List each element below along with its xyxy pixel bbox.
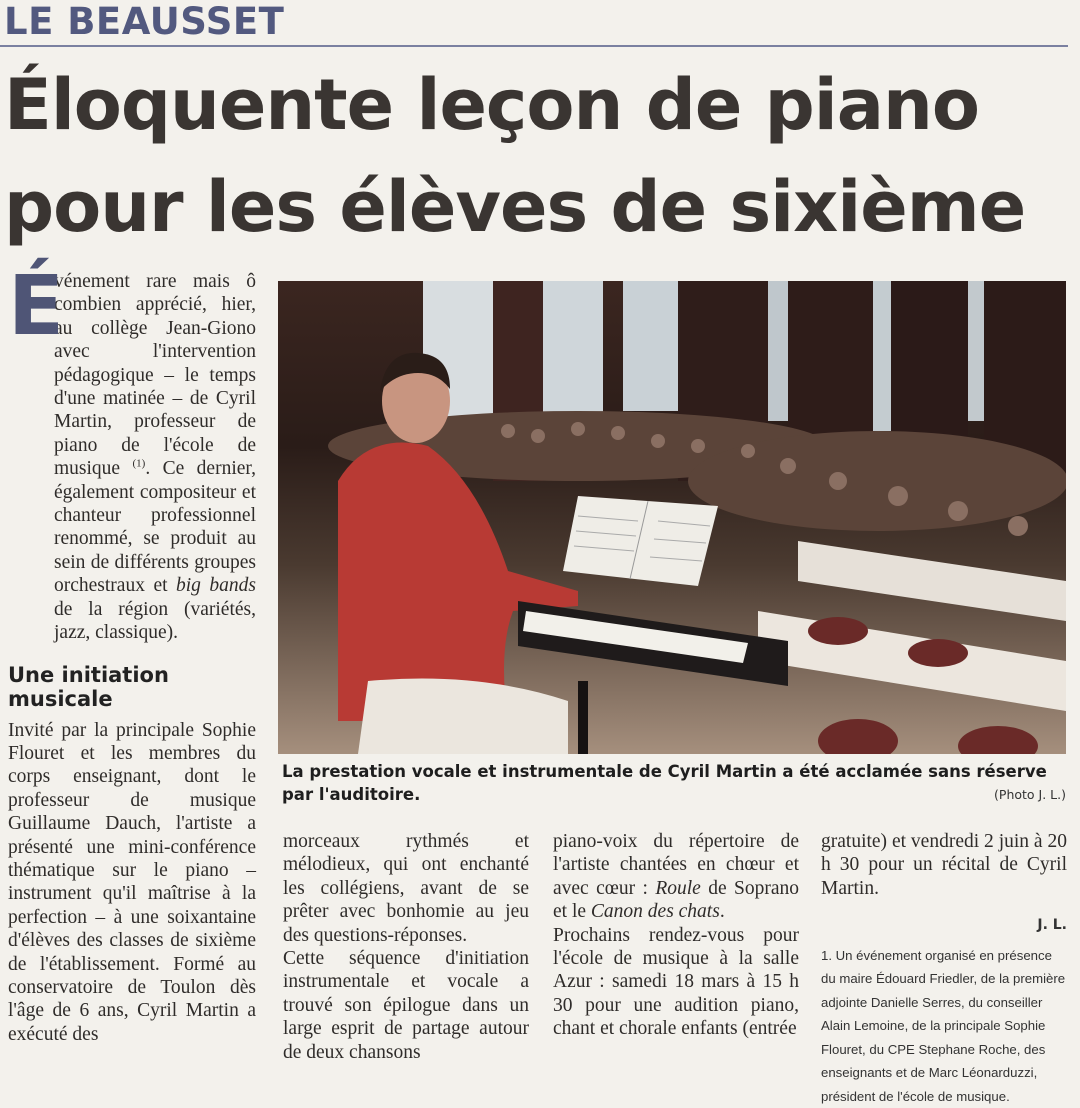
headline-line-1: Éloquente leçon de piano [4, 64, 979, 146]
body-paragraph: Cette séquence d'initiation instrumentale et vocale a trouvé son épilogue dans un large esprit de partage autour de deux chansons [283, 948, 529, 1063]
table [758, 611, 1066, 711]
piano-concert-photo [278, 281, 1066, 754]
drop-cap: É [8, 259, 65, 354]
text-run: . [719, 901, 725, 923]
pianist-trousers [358, 679, 568, 755]
photo-credit: (Photo J. L.) [994, 787, 1066, 802]
article-column-3 [553, 830, 799, 1041]
footnote-ref: (1) [132, 457, 146, 470]
song-title: Roule [655, 877, 701, 899]
window-2 [543, 281, 603, 421]
article-column-4 [821, 830, 1067, 1108]
window-5 [873, 281, 891, 431]
window-3 [623, 281, 678, 411]
body-paragraph: Prochains rendez-vous pour l'école de musique à la salle Azur : samedi 18 mars à 15 h 30 pour une audition piano, chant et chorale enfants (entrée [553, 924, 799, 1040]
body-paragraph: gratuite) et vendredi 2 juin à 20 h 30 pour un récital de Cyril Martin. [821, 831, 1067, 899]
table [798, 541, 1066, 621]
kicker-rule [0, 45, 1068, 47]
lead-text-cont: . Ce dernier, également compositeur et chanteur professionnel renommé, se produit au sein de différents groupes orchestraux et [54, 458, 256, 597]
subheading: Une initiation musicale [8, 662, 169, 711]
article-column-2 [283, 830, 529, 1064]
lead-italic: big bands [176, 575, 256, 597]
body-paragraph: Invité par la principale Sophie Flouret et les membres du corps enseignant, dont le professeur de musique Guillaume Dauch, l'artiste a présenté une mini-conférence thématique sur le piano – instrument qu'il maîtrise à la perfection – à une soixantaine d'élèves des classes de sixième de l'établissement. Formé au conservatoire de Toulon dès l'âge de 6 ans, Cyril Martin a exécuté des [8, 719, 256, 1045]
text-run: de Soprano et le [553, 877, 799, 923]
lead-text-end: de la région (variétés, jazz, classique). [54, 598, 256, 644]
article-photo [278, 281, 1066, 754]
keyboard-stand [578, 681, 588, 754]
text-run: piano-voix du répertoire de l'artiste chantées en chœur et avec cœur : [553, 831, 799, 899]
section-kicker: LE BEAUSSET [4, 0, 285, 43]
body-paragraph: morceaux rythmés et mélodieux, qui ont enchanté les collégiens, avant de se prêter avec bonhomie au jeu des questions-réponses. [283, 831, 529, 946]
article-column-1 [8, 259, 256, 1046]
footnote: 1. Un événement organisé en présence du maire Édouard Friedler, de la première adjointe Danielle Serres, du conseiller Alain Lemoine, de la principale Sophie Flouret, du CPE Stephane Roche, des enseignants et de Marc Léonarduzzi, président de l'école de musique. [821, 947, 1066, 1104]
photo-caption: La prestation vocale et instrumentale de Cyril Martin a été acclamée sans réserve par l'auditoire. [282, 762, 1047, 804]
window-6 [968, 281, 984, 421]
song-title: Canon des chats [590, 901, 720, 923]
body-paragraph [553, 830, 799, 924]
headline-line-2: pour les élèves de sixième [4, 166, 1026, 248]
author-signature: J. L. [1037, 917, 1067, 934]
lead-text: vénement rare mais ô combien apprécié, hier, au collège Jean-Giono avec l'intervention pédagogique – le temps d'une matinée – de Cyril Martin, professeur de piano de l'école de musique [54, 271, 256, 480]
pianist-shirt [338, 443, 578, 721]
sheet-music [563, 496, 718, 586]
window-4 [768, 281, 788, 421]
